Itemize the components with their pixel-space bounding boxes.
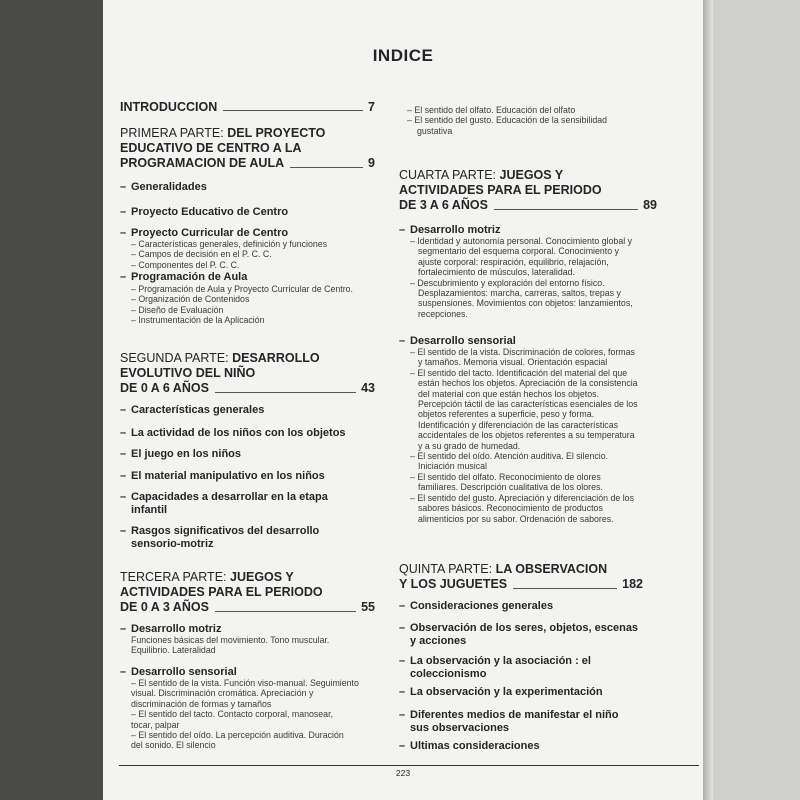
list-item: – Características generales xyxy=(120,404,265,416)
part-1-title-c: PROGRAMACION DE AULA xyxy=(120,156,285,170)
leader-line xyxy=(215,392,356,393)
sub-item: – El sentido de la vista. Función viso-manual. Seguimiento xyxy=(131,678,359,688)
list-item: – Generalidades xyxy=(120,181,207,193)
part-5-heading xyxy=(399,562,643,592)
part-3-title-a: JUEGOS Y xyxy=(230,570,294,584)
book-page xyxy=(103,0,703,800)
part-4-title-a: JUEGOS Y xyxy=(499,168,564,182)
part-1-heading xyxy=(120,126,375,171)
sub-item: – El sentido de la vista. Discriminación de colores, formas xyxy=(410,347,635,357)
part-2-label: SEGUNDA PARTE: xyxy=(120,351,229,365)
sub-item: suspensiones. Movimientos con objetos: lanzamientos, xyxy=(418,298,633,309)
sub-item: están hechos los objetos. Apreciación de la consistencia xyxy=(418,378,638,389)
sub-list-sensorial xyxy=(131,678,359,751)
part-2-title-b: EVOLUTIVO DEL NIÑO xyxy=(120,366,256,380)
intro-label: INTRODUCCION xyxy=(120,100,218,114)
sub-item: Identificación y diferenciación de las características xyxy=(418,419,618,430)
list-item: – Proyecto Educativo de Centro xyxy=(120,206,289,218)
list-item: – Rasgos significativos del desarrollo sensorio-motriz xyxy=(120,525,320,550)
intro-page: 7 xyxy=(368,100,375,114)
sub-item: – El sentido del olfato. Reconocimiento de olores xyxy=(410,471,601,482)
sub-item: – Programación de Aula y Proyecto Curricular de Centro. xyxy=(131,284,353,294)
list-item: – La observación y la experimentación xyxy=(399,686,603,698)
sub-item: Equilibrio. Lateralidad xyxy=(131,645,216,656)
part-3-title-b: ACTIVIDADES PARA EL PERIODO xyxy=(120,585,323,599)
part-4-title-c: DE 3 A 6 AÑOS xyxy=(399,198,488,212)
part-2-heading xyxy=(120,351,375,396)
leader-line xyxy=(290,167,363,168)
part-1-title-a: DEL PROYECTO xyxy=(227,126,326,140)
sub-list-aula xyxy=(131,284,353,326)
sub-item: fortalecimiento de músculos, lateralidad. xyxy=(418,267,575,278)
list-item: – Capacidades a desarrollar en la etapa infantil xyxy=(120,491,328,516)
part-5-title-a: LA OBSERVACION xyxy=(495,562,608,576)
background-surface xyxy=(712,0,800,800)
sub-item: y a su grado de humedad. xyxy=(418,440,521,451)
toc-entry-introduccion xyxy=(120,100,375,114)
leader-line xyxy=(513,588,617,589)
leader-line xyxy=(494,209,638,210)
part-1-page: 9 xyxy=(368,156,375,170)
sub-item: – Identidad y autonomía personal. Conocimiento global y xyxy=(410,236,633,246)
part-2-page: 43 xyxy=(361,381,375,395)
sub-item: – El sentido del oído. Atención auditiva. El silencio. xyxy=(410,451,609,462)
page-title: INDICE xyxy=(372,46,434,65)
part-3-page: 55 xyxy=(361,600,375,614)
part-3-heading xyxy=(120,570,375,615)
list-item: – Observación de los seres, objetos, escenas y acciones xyxy=(399,622,639,647)
sub-item: y tamaños. Memoria visual. Orientación espacial xyxy=(418,357,608,368)
sub-item: recepciones. xyxy=(418,308,468,319)
part-4-heading xyxy=(399,168,657,213)
list-item: – Desarrollo motriz xyxy=(120,623,222,635)
page-number: 223 xyxy=(395,768,411,778)
part-1-label: PRIMERA PARTE: xyxy=(120,126,224,140)
sub-list-continued xyxy=(407,105,607,136)
sub-item: – Instrumentación de la Aplicación xyxy=(131,315,265,326)
part-5-page: 182 xyxy=(622,577,643,591)
sub-item: Desplazamientos: marcha, carreras, saltos, trepas y xyxy=(418,288,621,299)
sub-item: – El sentido del gusto. Educación de la sensibilidad xyxy=(407,115,608,126)
sub-item: objetos referentes a superficie, peso y forma. xyxy=(418,409,595,420)
sub-item: tocar, palpar xyxy=(131,719,180,730)
part-2-title-a: DESARROLLO xyxy=(232,351,320,365)
sub-item: discriminación de formas y tamaños xyxy=(131,698,272,709)
sub-item: segmentario del esquema corporal. Conocimiento y xyxy=(418,246,619,257)
sub-item: alimenticios por su sabor. Ordenación de sabores. xyxy=(418,513,614,524)
list-item: – El juego en los niños xyxy=(120,448,242,460)
sub-list-motriz-4 xyxy=(410,236,633,319)
list-item: – Desarrollo motriz xyxy=(399,224,501,236)
sub-item: – El sentido del gusto. Apreciación y diferenciación de los xyxy=(410,492,634,503)
footer-rule xyxy=(119,765,699,766)
sub-item: sabores básicos. Reconocimiento de productos xyxy=(418,503,603,514)
list-item: – Consideraciones generales xyxy=(399,600,554,612)
leader-line xyxy=(215,611,356,612)
sub-item: Iniciación musical xyxy=(418,461,487,472)
list-item: – El material manipulativo en los niños xyxy=(120,470,325,482)
sub-list-sensorial-4 xyxy=(410,347,638,524)
sub-list-pcc xyxy=(131,239,327,270)
list-item: – Programación de Aula xyxy=(120,271,248,283)
sub-item: Funciones básicas del movimiento. Tono muscular. xyxy=(131,635,330,645)
sub-item: – Campos de decisión en el P. C. C. xyxy=(131,249,272,260)
sub-item: familiares. Descripción cualitativa de los olores. xyxy=(418,482,603,493)
sub-item: del material con que están hechos los objetos. xyxy=(418,388,599,399)
list-item: – Diferentes medios de manifestar el niño sus observaciones xyxy=(399,709,619,734)
part-3-label: TERCERA PARTE: xyxy=(120,570,227,584)
part-5-label: QUINTA PARTE: xyxy=(399,562,493,576)
sub-item: ajuste corporal: respiración, equilibrio, relajación, xyxy=(418,256,609,267)
sub-item: visual. Discriminación cromática. Apreciación y xyxy=(131,688,314,699)
list-item: – Desarrollo sensorial xyxy=(399,335,516,347)
list-item: – La actividad de los niños con los objetos xyxy=(120,427,346,439)
part-3-title-c: DE 0 A 3 AÑOS xyxy=(120,600,209,614)
part-4-page: 89 xyxy=(643,198,657,212)
part-4-label: CUARTA PARTE: xyxy=(399,168,497,182)
sub-item: Percepción táctil de las características esenciales de los xyxy=(418,399,638,410)
part-5-title-c: Y LOS JUGUETES xyxy=(399,577,508,591)
sub-item: – El sentido del oído. La percepción auditiva. Duración xyxy=(131,730,344,741)
part-2-title-c: DE 0 A 6 AÑOS xyxy=(120,381,209,395)
sub-item: – El sentido del olfato. Educación del olfato xyxy=(407,105,576,115)
sub-item: accidentales de los objetos referentes a su temperatura xyxy=(418,430,635,441)
list-item: – La observación y la asociación : el coleccionismo xyxy=(399,655,591,680)
part-4-title-b: ACTIVIDADES PARA EL PERIODO xyxy=(399,183,602,197)
sub-item: gustativa xyxy=(417,125,453,136)
sub-item: – El sentido del tacto. Contacto corporal, manosear, xyxy=(131,709,333,720)
list-item: – Proyecto Curricular de Centro xyxy=(120,227,289,239)
list-item: – Ultimas consideraciones xyxy=(399,740,540,752)
sub-item: – Diseño de Evaluación xyxy=(131,304,224,315)
sub-item: – Características generales, definición y funciones xyxy=(131,239,328,249)
sub-item: – Componentes del P. C. C. xyxy=(131,259,240,270)
part-1-title-b: EDUCATIVO DE CENTRO A LA xyxy=(120,141,302,155)
list-item: – Desarrollo sensorial xyxy=(120,666,237,678)
sub-item: – Descubrimiento y exploración del entorno físico. xyxy=(410,277,605,288)
sub-list-motriz xyxy=(131,635,329,656)
leader-line xyxy=(223,110,363,111)
sub-item: del sonido. El silencio xyxy=(131,740,216,751)
sub-item: – Organización de Contenidos xyxy=(131,294,250,305)
sub-item: – El sentido del tacto. Identificación del material del que xyxy=(410,367,628,378)
